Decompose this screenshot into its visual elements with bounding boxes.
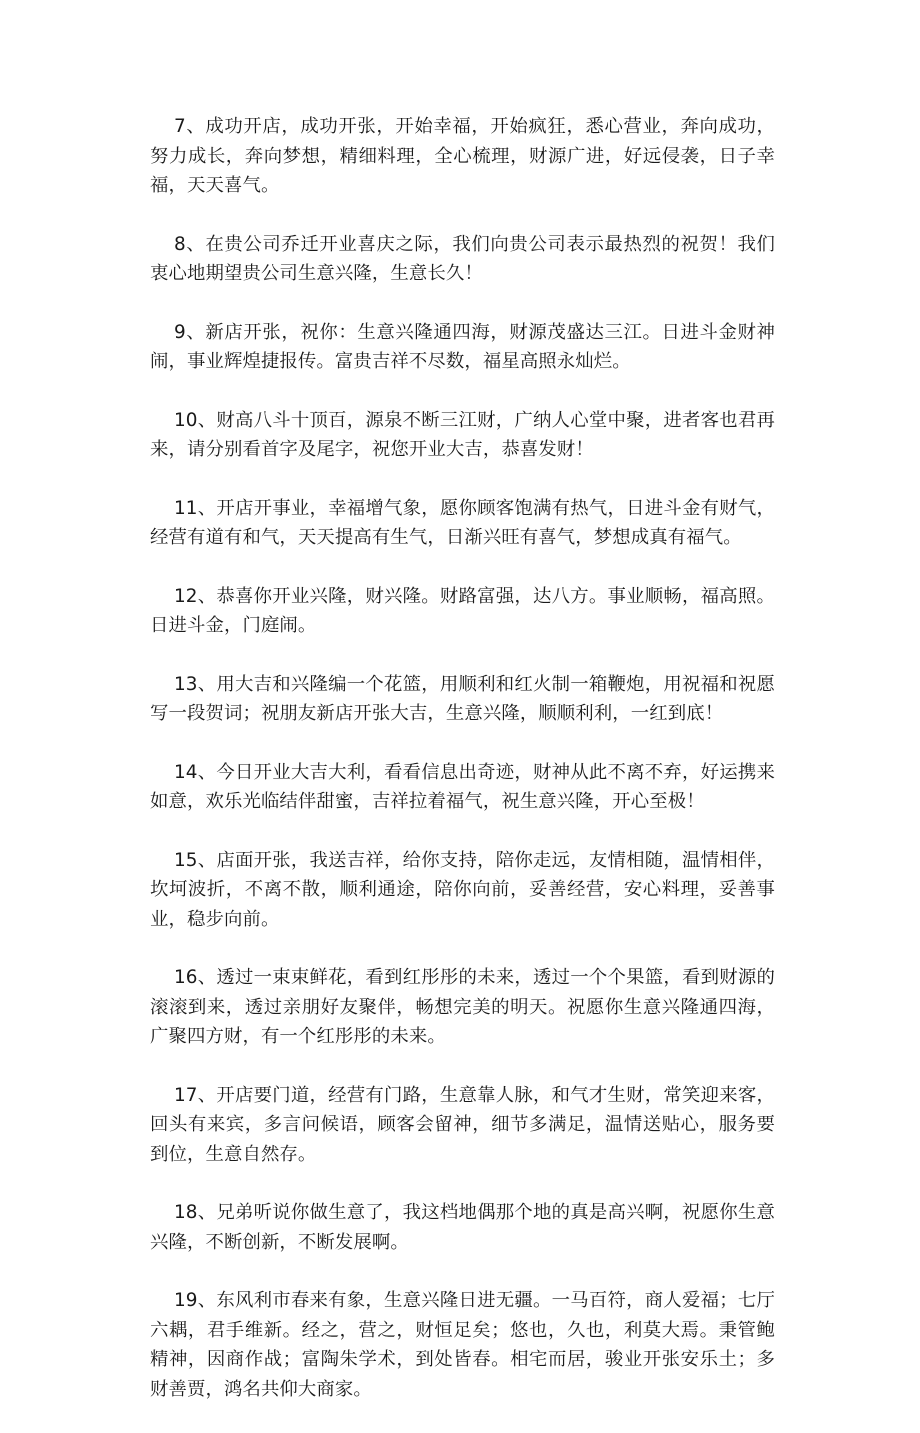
- paragraph-19: 19、东风利市春来有象，生意兴隆日进无疆。一马百符，商人爱福；七厅六耦，君手维新。经之，营之，财恒足矣；悠也，久也，利莫大焉。秉管鲍精神，因商作战；富陶朱学术，到处皆春。相宅而居，骏业开张安乐土；多财善贾，鸿名共仰大商家。: [150, 1290, 775, 1400]
- paragraph-17: 17、开店要门道，经营有门路，生意靠人脉，和气才生财，常笑迎来客，回头有来宾，多言问候语，顾客会留神，细节多满足，温情送贴心，服务要到位，生意自然存。: [150, 1084, 775, 1165]
- paragraph-15: 15、店面开张，我送吉祥，给你支持，陪你走远，友情相随，温情相伴，坎坷波折，不离不散，顺利通途，陪你向前，妥善经营，安心料理，妥善事业，稳步向前。: [150, 849, 775, 930]
- paragraph-10: 10、财高八斗十顶百，源泉不断三江财，广纳人心堂中聚，进者客也君再来，请分别看首字及尾字，祝您开业大吉，恭喜发财！: [150, 409, 775, 460]
- paragraph-7: 7、成功开店，成功开张，开始幸福，开始疯狂，悉心营业，奔向成功，努力成长，奔向梦想，精细料理，全心梳理，财源广进，好远侵袭，日子幸福，天天喜气。: [150, 116, 775, 196]
- paragraph-13: 13、用大吉和兴隆编一个花篮，用顺利和红火制一箱鞭炮，用祝福和祝愿写一段贺词；祝朋友新店开张大吉，生意兴隆，顺顺利利，一红到底！: [150, 673, 775, 724]
- paragraph-16: 16、透过一束束鲜花，看到红彤彤的未来，透过一个个果篮，看到财源的滚滚到来，透过亲朋好友聚伴，畅想完美的明天。祝愿你生意兴隆通四海，广聚四方财，有一个红彤彤的未来。: [150, 967, 775, 1047]
- paragraph-11: 11、开店开事业，幸福增气象，愿你顾客饱满有热气，日进斗金有财气，经营有道有和气，天天提高有生气，日渐兴旺有喜气，梦想成真有福气。: [150, 497, 775, 548]
- paragraph-9: 9、新店开张，祝你：生意兴隆通四海，财源茂盛达三江。日进斗金财神闹，事业辉煌捷报传。富贵吉祥不尽数，福星高照永灿烂。: [150, 321, 775, 372]
- paragraph-12: 12、恭喜你开业兴隆，财兴隆。财路富强，达八方。事业顺畅，福高照。日进斗金，门庭闹。: [150, 585, 775, 636]
- paragraph-14: 14、今日开业大吉大利，看看信息出奇迹，财神从此不离不弃，好运携来如意，欢乐光临结伴甜蜜，吉祥拉着福气，祝生意兴隆，开心至极！: [150, 761, 775, 812]
- document-body: [150, 112, 775, 1433]
- paragraph-8: 8、在贵公司乔迁开业喜庆之际，我们向贵公司表示最热烈的祝贺！我们衷心地期望贵公司生意兴隆，生意长久！: [150, 233, 775, 284]
- paragraph-18: 18、兄弟听说你做生意了，我这档地偶那个地的真是高兴啊，祝愿你生意兴隆，不断创新，不断发展啊。: [150, 1202, 775, 1253]
